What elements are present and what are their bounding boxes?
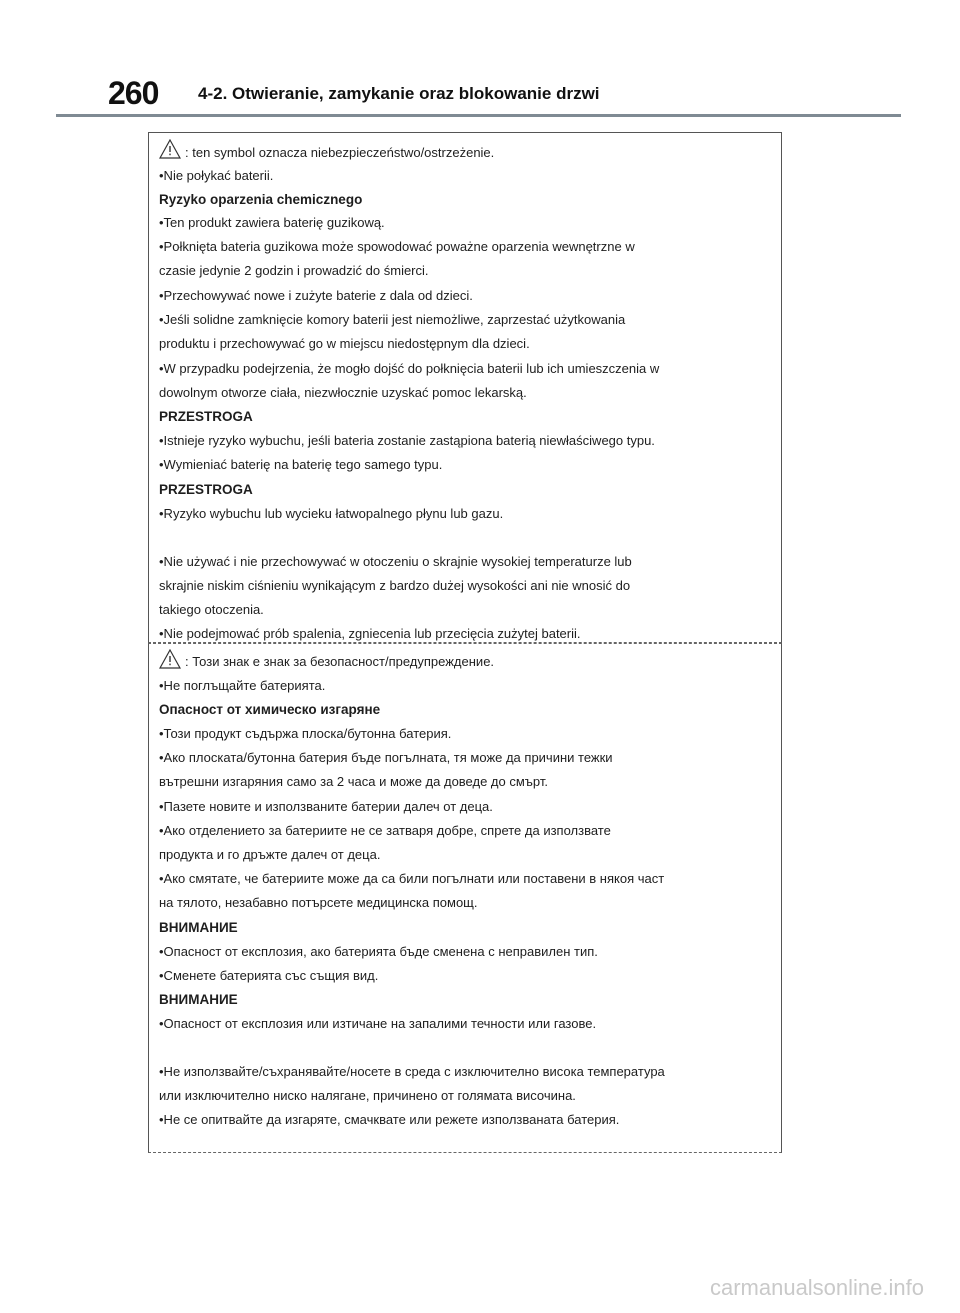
bulgarian-line: •Не се опитвайте да изгаряте, смачквате или режете използваната батерия. (159, 1112, 620, 1127)
bulgarian-heading: Опасност от химическо изгаряне (159, 702, 381, 717)
bulgarian-line: : Този знак е знак за безопасност/предупреждение. (185, 654, 495, 669)
bulgarian-line: •Този продукт съдържа плоска/бутонна батерия. (159, 726, 452, 741)
warning-box-bulgarian (148, 643, 782, 1153)
polish-line: •Ten produkt zawiera baterię guzikową. (159, 215, 385, 230)
bulgarian-line: •Опасност от експлозия или изтичане на запалими течности или газове. (159, 1016, 597, 1031)
bulgarian-line: •Ако смятате, че батериите може да са били погълнати или поставени в някоя част (159, 871, 665, 886)
polish-line: •Wymieniać baterię na baterię tego samego typu. (159, 457, 443, 472)
bulgarian-line: •Пазете новите и използваните батерии далеч от деца. (159, 799, 493, 814)
polish-line: •Nie połykać baterii. (159, 168, 274, 183)
bulgarian-line: •Ако плоската/бутонна батерия бъде погълната, тя може да причини тежки (159, 750, 613, 765)
polish-line: •Nie używać i nie przechowywać w otoczeniu o skrajnie wysokiej temperaturze lub (159, 554, 632, 569)
bulgarian-line: •Опасност от експлозия, ако батерията бъде сменена с неправилен тип. (159, 944, 598, 959)
polish-line: •Połknięta bateria guzikowa może spowodować poważne oparzenia wewnętrzne w (159, 239, 635, 254)
section-title: 4-2. Otwieranie, zamykanie oraz blokowanie drzwi (198, 84, 600, 103)
polish-line: •Przechowywać nowe i zużyte baterie z dala od dzieci. (159, 288, 473, 303)
header-rule (56, 114, 901, 117)
polish-heading: PRZESTROGA (159, 482, 253, 497)
bulgarian-line: •Сменете батерията със същия вид. (159, 968, 379, 983)
warning-triangle-icon (159, 139, 181, 159)
bulgarian-line: или изключително ниско налягане, причинено от голямата височина. (159, 1088, 576, 1103)
warning-box-polish (148, 132, 782, 643)
bulgarian-line: вътрешни изгаряния само за 2 часа и може да доведе до смърт. (159, 774, 548, 789)
page-number: 260 (108, 75, 159, 111)
page-header (0, 0, 960, 120)
polish-line: skrajnie niskim ciśnieniu wynikającym z bardzo dużej wysokości ani nie wnosić do (159, 578, 631, 593)
bulgarian-line: продукта и го дръжте далеч от деца. (159, 847, 381, 862)
polish-heading: Ryzyko oparzenia chemicznego (159, 192, 363, 207)
warning-triangle-icon (159, 649, 181, 669)
polish-line: takiego otoczenia. (159, 602, 264, 617)
bulgarian-line: •Не поглъщайте батерията. (159, 678, 326, 693)
polish-line: : ten symbol oznacza niebezpieczeństwo/ostrzeżenie. (185, 145, 495, 160)
bulgarian-line: на тялото, незабавно потърсете медицинска помощ. (159, 895, 478, 910)
watermark: carmanualsonline.info (709, 1275, 924, 1300)
bulgarian-heading: ВНИМАНИЕ (159, 920, 238, 935)
polish-line: •Nie podejmować prób spalenia, zgniecenia lub przecięcia zużytej baterii. (159, 626, 581, 641)
bulgarian-line: •Ако отделението за батериите не се затваря добре, спрете да използвате (159, 823, 611, 838)
polish-heading: PRZESTROGA (159, 409, 253, 424)
polish-line: •Ryzyko wybuchu lub wycieku łatwopalnego płynu lub gazu. (159, 506, 504, 521)
polish-line: •Istnieje ryzyko wybuchu, jeśli bateria zostanie zastąpiona baterią niewłaściwego typu. (159, 433, 655, 448)
polish-line: dowolnym otworze ciała, niezwłocznie uzyskać pomoc lekarską. (159, 385, 527, 400)
polish-line: •W przypadku podejrzenia, że mogło dojść do połknięcia baterii lub ich umieszczenia w (159, 361, 660, 376)
bulgarian-heading: ВНИМАНИЕ (159, 992, 238, 1007)
polish-line: •Jeśli solidne zamknięcie komory baterii jest niemożliwe, zaprzestać użytkowania (159, 312, 626, 327)
polish-line: czasie jedynie 2 godzin i prowadzić do śmierci. (159, 263, 429, 278)
polish-line: produktu i przechowywać go w miejscu niedostępnym dla dzieci. (159, 336, 530, 351)
bulgarian-line: •Не използвайте/съхранявайте/носете в среда с изключително висока температура (159, 1064, 665, 1079)
